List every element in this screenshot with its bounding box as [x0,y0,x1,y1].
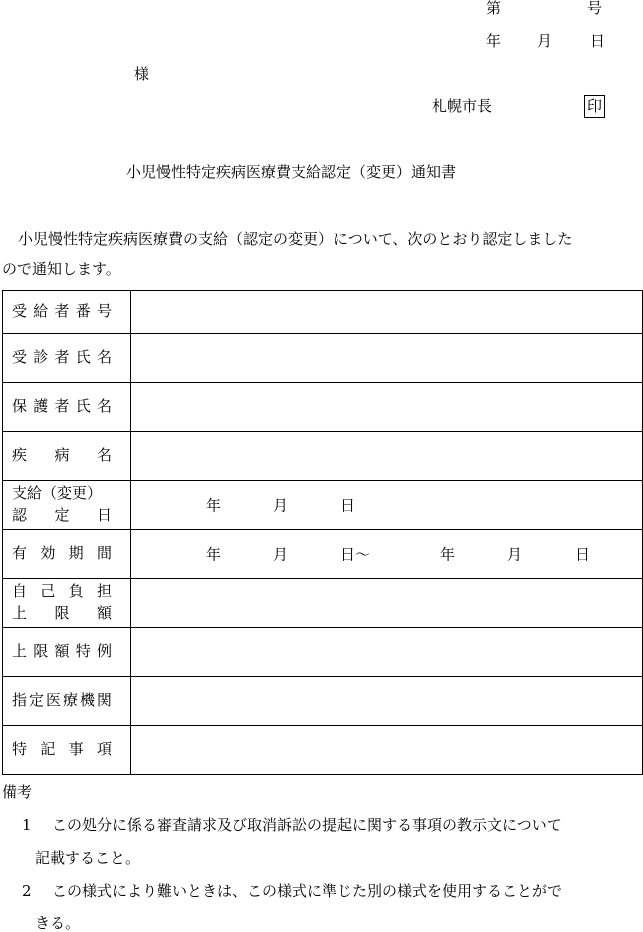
label-char: 項 [96,740,112,759]
label-char: 額 [54,642,70,661]
label-char: 者 [54,348,70,367]
label-char: 関 [96,691,112,710]
label-char: 事 [68,740,84,759]
table-row [3,677,643,726]
table-row [3,726,643,775]
label-char: 指 [12,691,28,710]
label-char: 有 [12,544,28,563]
remark-2-line1: この様式により難いときは、この様式に準じた別の様式を使用することがで [52,882,563,900]
table-row [3,334,643,383]
label-text [12,739,112,761]
certification-date-field [131,481,643,530]
remark-2-line2: きる。 [35,914,81,932]
limit-exception-field [131,628,643,677]
period-end-day: 日 [575,545,591,564]
remark-2-number: 2 [22,882,32,900]
label-text [12,603,112,625]
label-char: 名 [96,446,112,465]
table-row [3,432,643,481]
label-char: 診 [33,348,49,367]
copay-limit-field [131,579,643,628]
label-char: 受 [12,348,28,367]
label-char: 者 [54,397,70,416]
body-text-line2: ので通知します。 [2,260,121,278]
period-end-month: 月 [507,545,523,564]
label-char: 病 [54,446,70,465]
row-label-valid-period [3,530,131,579]
special-notes-field [131,726,643,775]
label-char: 上 [12,642,28,661]
issuer-name: 札幌市長 [432,97,493,115]
label-text [12,690,112,712]
row-label-patient-name [3,334,131,383]
label-char: 給 [33,302,49,321]
cert-year: 年 [206,496,222,515]
label-char: 保 [12,397,28,416]
row-label-recipient-number [3,291,131,334]
label-text [12,301,112,323]
label-char: 番 [75,302,91,321]
label-char: 特 [75,642,91,661]
label-char: 護 [33,397,49,416]
label-char: 受 [12,302,28,321]
month-label: 月 [537,32,553,50]
cert-month: 月 [273,496,289,515]
label-char: 日 [96,506,112,524]
guardian-name-field [131,383,643,432]
table-row [3,481,643,530]
label-char: 効 [40,544,56,563]
label-char: 療 [62,691,78,710]
label-char: 上 [12,604,28,622]
label-char: 自 [12,582,28,601]
label-char: 名 [96,348,112,367]
label-text [12,396,112,418]
label-text [12,581,112,603]
label-text [12,641,112,663]
label-char: 期 [68,544,84,563]
remark-1-line1: この処分に係る審査請求及び取消訴訟の提起に関する事項の教示文について [52,816,562,834]
period-start-month: 月 [273,545,289,564]
label-text [12,543,112,565]
label-text [12,347,112,369]
label-char: 認 [12,506,28,524]
label-char: 例 [96,642,112,661]
remark-1-line2: 記載すること。 [35,849,141,867]
label-char: 負 [68,582,84,601]
label-char: 者 [54,302,70,321]
period-start-day: 日〜 [340,545,371,564]
label-char: 額 [96,604,112,622]
table-row [3,530,643,579]
label-char: 限 [33,642,49,661]
period-end-year: 年 [440,545,456,564]
medical-institution-field [131,677,643,726]
row-label-copay-limit [3,579,131,628]
label-char: 医 [45,691,61,710]
day-label: 日 [590,32,606,50]
valid-period-field [131,530,643,579]
body-text-line1: 小児慢性特定疾病医療費の支給（認定の変更）について、次のとおり認定しました [18,230,573,248]
label-char: 限 [54,604,70,622]
certification-table [2,290,643,775]
table-row [3,628,643,677]
table-row [3,383,643,432]
document-title: 小児慢性特定疾病医療費支給認定（変更）通知書 [126,163,457,181]
label-char: 機 [79,691,95,710]
label-char: 氏 [75,348,91,367]
patient-name-field [131,334,643,383]
recipient-number-field [131,291,643,334]
label-text [12,445,112,467]
go-label: 号 [587,0,603,17]
label-char: 定 [54,506,70,524]
dai-label: 第 [486,0,502,17]
row-label-certification-date [3,481,131,530]
addressee-sama: 様 [134,65,150,83]
row-label-special-notes [3,726,131,775]
row-label-guardian-name [3,383,131,432]
seal-stamp: 印 [584,95,605,118]
year-label: 年 [486,32,502,50]
label-char: 定 [28,691,44,710]
period-start-year: 年 [206,545,222,564]
row-label-limit-exception [3,628,131,677]
table-row [3,579,643,628]
cert-day: 日 [340,496,356,515]
label-char: 号 [96,302,112,321]
label-char: 特 [12,740,28,759]
label-char: 己 [40,582,56,601]
label-line1: 支給（変更） [12,484,103,503]
remark-1-number: 1 [22,816,32,834]
disease-name-field [131,432,643,481]
label-char: 間 [96,544,112,563]
label-char: 担 [96,582,112,601]
remarks-heading: 備考 [2,783,33,801]
label-char: 名 [96,397,112,416]
row-label-medical-institution [3,677,131,726]
table-row [3,291,643,334]
label-char: 記 [40,740,56,759]
label-char: 氏 [75,397,91,416]
label-char: 疾 [12,446,28,465]
row-label-disease-name [3,432,131,481]
label-text [12,505,112,527]
